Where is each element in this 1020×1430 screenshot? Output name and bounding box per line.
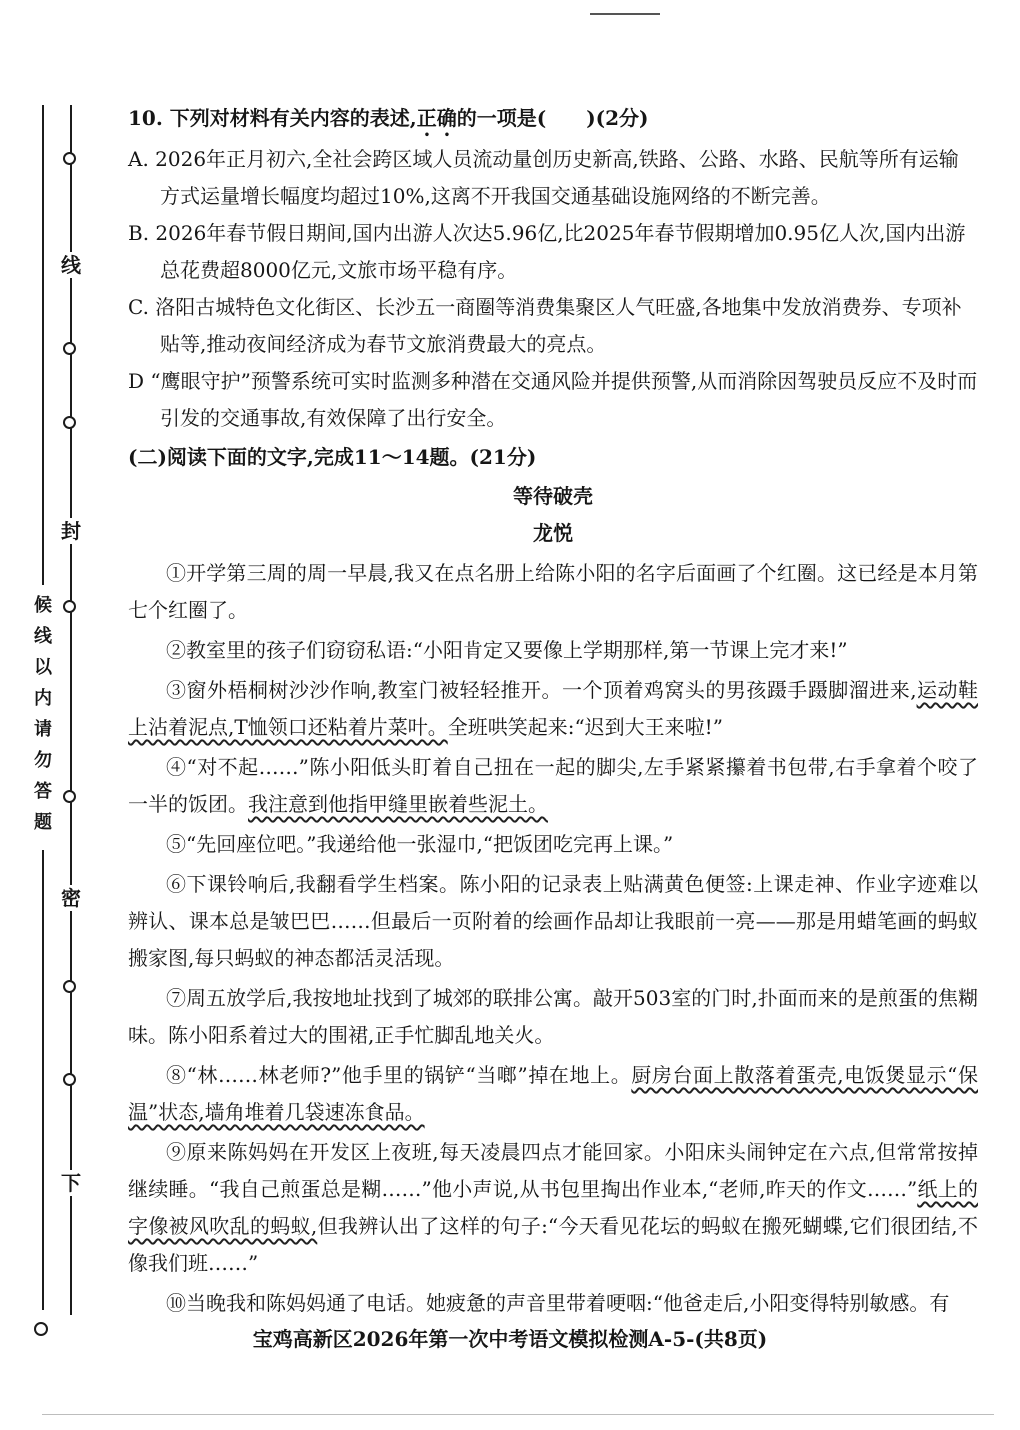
binding-margin [0,0,110,1430]
exam-page-content [128,100,978,1325]
margin-char-mi: 密 [61,886,81,910]
binding-line [70,105,72,1315]
paragraph-6: ⑥下课铃响后,我翻看学生档案。陈小阳的记录表上贴满黄色便签:上课走神、作业字迹难以辨认、课本总是皱巴巴……但最后一页附着的绘画作品却让我眼前一亮——那是用蜡笔画的蚂蚁搬家图,每只蚂蚁的神态都活灵活现。 [128,872,978,970]
underlined-text: 我注意到他指甲缝里嵌着些泥土。 [248,792,548,816]
underlined-text: 厨房台面上散落着蛋壳,电饭煲显示“保温”状态,墙角堆着几袋速冻食品。 [128,1063,978,1124]
paragraph-3: ③窗外梧桐树沙沙作响,教室门被轻轻推开。一个顶着鸡窝头的男孩蹑手蹑脚溜进来,运动鞋上沾着泥点,T恤领口还粘着片菜叶。全班哄笑起来:“迟到大王来啦!” [128,678,979,739]
binding-hole [63,790,76,803]
article-author: 龙悦 [533,521,573,545]
paragraph-9: ⑨原来陈妈妈在开发区上夜班,每天凌晨四点才能回家。小阳床头闹钟定在六点,但常常按掉继续睡。“我自己煎蛋总是糊……”他小声说,从书包里掏出作业本,“老师,昨天的作文……”纸上的字像被风吹乱的蚂蚁,但我辨认出了这样的句子:“今天看见花坛的蚂蚁在搬死蝴蝶,它们很团结,不像我们班……” [128,1140,978,1275]
section-heading: (二)阅读下面的文字,完成11～14题。(21分) [128,445,537,469]
binding-hole [63,980,76,993]
binding-hole [63,152,76,165]
answer-boundary-note: 候线以内请勿答题 [34,595,52,833]
binding-hole [63,342,76,355]
question-10-stem: 10. 下列对材料有关内容的表述,正确的一项是( )(2分) [128,106,649,130]
paragraph-1: ①开学第三周的周一早晨,我又在点名册上给陈小阳的名字后面画了个红圈。这已经是本月第七个红圈了。 [128,561,978,622]
top-scan-mark [590,13,660,15]
side-rule [42,850,44,1310]
margin-char-xian: 线 [61,253,81,277]
paragraph-7: ⑦周五放学后,我按地址找到了城郊的联排公寓。敲开503室的门时,扑面而来的是煎蛋的焦糊味。陈小阳系着过大的围裙,正手忙脚乱地关火。 [128,986,978,1047]
binding-hole [63,600,76,613]
underlined-text: 纸上的字像被风吹乱的蚂蚁, [128,1177,978,1238]
margin-char-feng: 封 [61,519,81,543]
paragraph-4: ④“对不起……”陈小阳低头盯着自己扭在一起的脚尖,左手紧紧攥着书包带,右手拿着个咬了一半的饭团。我注意到他指甲缝里嵌着些泥土。 [128,755,978,816]
side-rule [42,105,44,585]
underlined-text: 运动鞋上沾着泥点,T恤领口还粘着片菜叶。 [128,678,979,739]
paragraph-8: ⑧“林……林老师?”他手里的锅铲“当啷”掉在地上。厨房台面上散落着蛋壳,电饭煲显示“保温”状态,墙角堆着几袋速冻食品。 [128,1063,978,1124]
paragraph-2: ②教室里的孩子们窃窃私语:“小阳肯定又要像上学期那样,第一节课上完才来!” [166,638,848,662]
paragraph-5: ⑤“先回座位吧。”我递给他一张湿巾,“把饭团吃完再上课。” [166,832,674,856]
binding-hole [63,1073,76,1086]
option-d: D “鹰眼守护”预警系统可实时监测多种潜在交通风险并提供预警,从而消除因驾驶员反应不及时而引发的交通事故,有效保障了出行安全。 [128,369,978,430]
bottom-rule [42,1414,994,1415]
margin-char-xia: 下 [61,1171,81,1195]
option-a: A. 2026年正月初六,全社会跨区域人员流动量创历史新高,铁路、公路、水路、民航等所有运输方式运量增长幅度均超过10%,这离不开我国交通基础设施网络的不断完善。 [128,147,959,208]
option-b: B. 2026年春节假日期间,国内出游人次达5.96亿,比2025年春节假期增加0.95亿人次,国内出游总花费超8000亿元,文旅市场平稳有序。 [128,221,966,282]
option-c: C. 洛阳古城特色文化街区、长沙五一商圈等消费集聚区人气旺盛,各地集中发放消费券、专项补贴等,推动夜间经济成为春节文旅消费最大的亮点。 [128,295,962,356]
binding-hole [63,416,76,429]
page-footer: 宝鸡高新区2026年第一次中考语文模拟检测A-5-(共8页) [252,1327,768,1351]
article-title: 等待破壳 [513,484,593,508]
paragraph-10: ⑩当晚我和陈妈妈通了电话。她疲惫的声音里带着哽咽:“他爸走后,小阳变得特别敏感。有 [166,1291,950,1315]
